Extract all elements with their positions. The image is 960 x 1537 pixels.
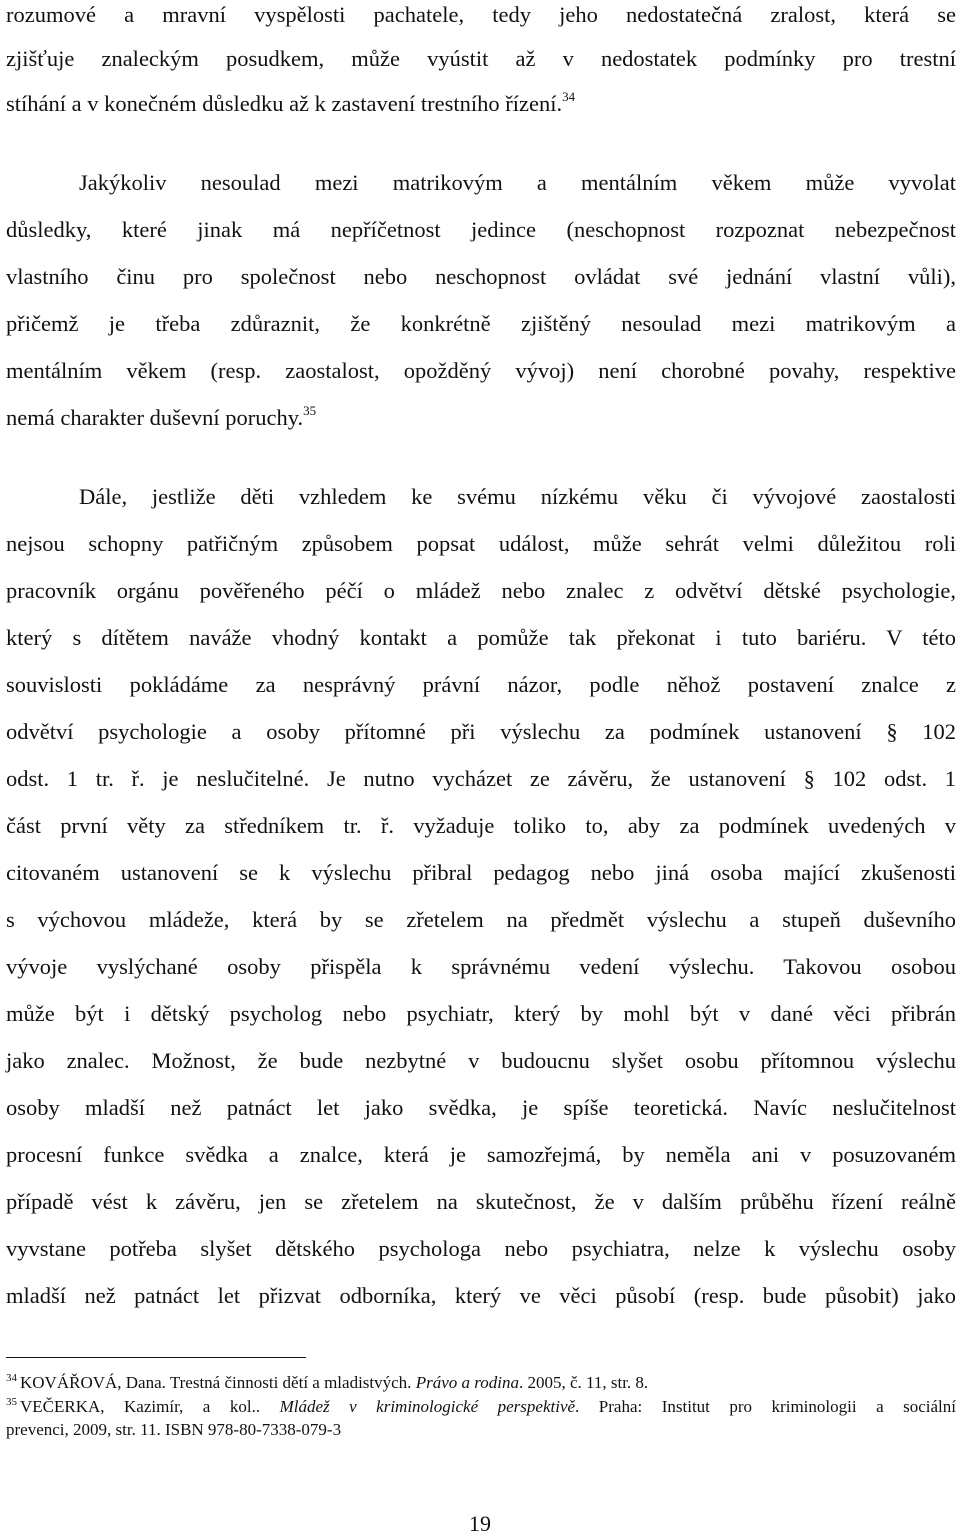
text-line (6, 89, 956, 119)
text-line: přičemž je třeba zdůraznit, že konkrétně zjištěný nesoulad mezi matrikovým a (6, 311, 956, 336)
text-line: rozumové a mravní vyspělosti pachatele, tedy jeho nedostatečná zralost, která se (6, 2, 956, 27)
text-line: důsledky, které jinak má nepříčetnost jedince (neschopnost rozpoznat nebezpečnost (6, 217, 956, 242)
footnote-author: VEČERKA, Kazimír, a kol.. (20, 1397, 280, 1416)
text-line: vlastního činu pro společnost nebo neschopnost ovládat své jednání vlastní vůli), (6, 264, 956, 289)
text-line: odvětví psychologie a osoby přítomné při výslechu za podmínek ustanovení § 102 (6, 719, 956, 744)
text-line: nejsou schopny patřičným způsobem popsat událost, může sehrát velmi důležitou roli (6, 531, 956, 556)
text-line: odst. 1 tr. ř. je neslučitelné. Je nutno vycházet ze závěru, že ustanovení § 102 odst. 1 (6, 766, 956, 791)
footnote-reference[interactable]: 34 (562, 88, 576, 104)
text-line: část první věty za středníkem tr. ř. vyžaduje toliko to, aby za podmínek uvedených v (6, 813, 956, 838)
text-line: procesní funkce svědka a znalce, která je samozřejmá, by neměla ani v posuzovaném (6, 1142, 956, 1167)
text-span: stíhání a v konečném důsledku až k zastavení trestního řízení. (6, 91, 563, 116)
text-line: jako znalec. Možnost, že bude nezbytné v budoucnu slyšet osobu přítomnou výslechu (6, 1048, 956, 1073)
text-line: pracovník orgánu pověřeného péčí o mládež nebo znalec z odvětví dětské psychologie, (6, 578, 956, 603)
footnote-author: KOVÁŘOVÁ, Dana. Trestná činnosti dětí a mladistvých. (20, 1373, 416, 1392)
text-line: Jakýkoliv nesoulad mezi matrikovým a mentálním věkem může vyvolat (79, 170, 956, 195)
text-line: zjišťuje znaleckým posudkem, může vyústit až v nedostatek podmínky pro trestní (6, 46, 956, 71)
footnote-source: Mládež v kriminologické perspektivě (279, 1397, 576, 1416)
footnote-reference[interactable]: 35 (303, 402, 317, 418)
text-line: osoby mladší než patnáct let jako svědka, je spíše teoretická. Navíc neslučitelnost (6, 1095, 956, 1120)
text-span: nemá charakter duševní poruchy. (6, 405, 304, 430)
footnote-source: Právo a rodina (415, 1373, 519, 1392)
page-number: 19 (469, 1511, 491, 1536)
footnote-rest: . 2005, č. 11, str. 8. (518, 1373, 649, 1392)
footnote-separator (6, 1357, 306, 1358)
text-line: Dále, jestliže děti vzhledem ke svému nízkému věku či vývojové zaostalosti (79, 484, 956, 509)
footnote-number: 35 (6, 1396, 17, 1409)
text-line: mladší než patnáct let přizvat odborníka, který ve věci působí (resp. bude působit) jako (6, 1283, 956, 1308)
text-line: souvislosti pokládáme za nesprávný právní názor, podle něhož postavení znalce z (6, 672, 956, 697)
text-line: může být i dětský psycholog nebo psychiatr, který by mohl být v dané věci přibrán (6, 1001, 956, 1026)
footnote-number: 34 (6, 1372, 17, 1385)
footnote-35 (6, 1396, 956, 1418)
text-line: citovaném ustanovení se k výslechu přibral pedagog nebo jiná osoba mající zkušenosti (6, 860, 956, 885)
footnote-34 (6, 1372, 956, 1394)
text-line: mentálním věkem (resp. zaostalost, opožděný vývoj) není chorobné povahy, respektive (6, 358, 956, 383)
footnote-35-continuation: prevenci, 2009, str. 11. ISBN 978-80-7338-079-3 (6, 1420, 342, 1439)
text-line: který s dítětem naváže vhodný kontakt a pomůže tak překonat i tuto bariéru. V této (6, 625, 956, 650)
text-line (6, 403, 956, 433)
text-line: vývoje vyslýchané osoby přispěla k správnému vedení výslechu. Takovou osobou (6, 954, 956, 979)
text-line: vyvstane potřeba slyšet dětského psychologa nebo psychiatra, nelze k výslechu osoby (6, 1236, 956, 1261)
footnote-rest: . Praha: Institut pro kriminologii a sociální (575, 1397, 956, 1416)
text-line: případě vést k závěru, jen se zřetelem na skutečnost, že v dalším průběhu řízení reálně (6, 1189, 956, 1214)
text-line: s výchovou mládeže, která by se zřetelem na předmět výslechu a stupeň duševního (6, 907, 956, 932)
